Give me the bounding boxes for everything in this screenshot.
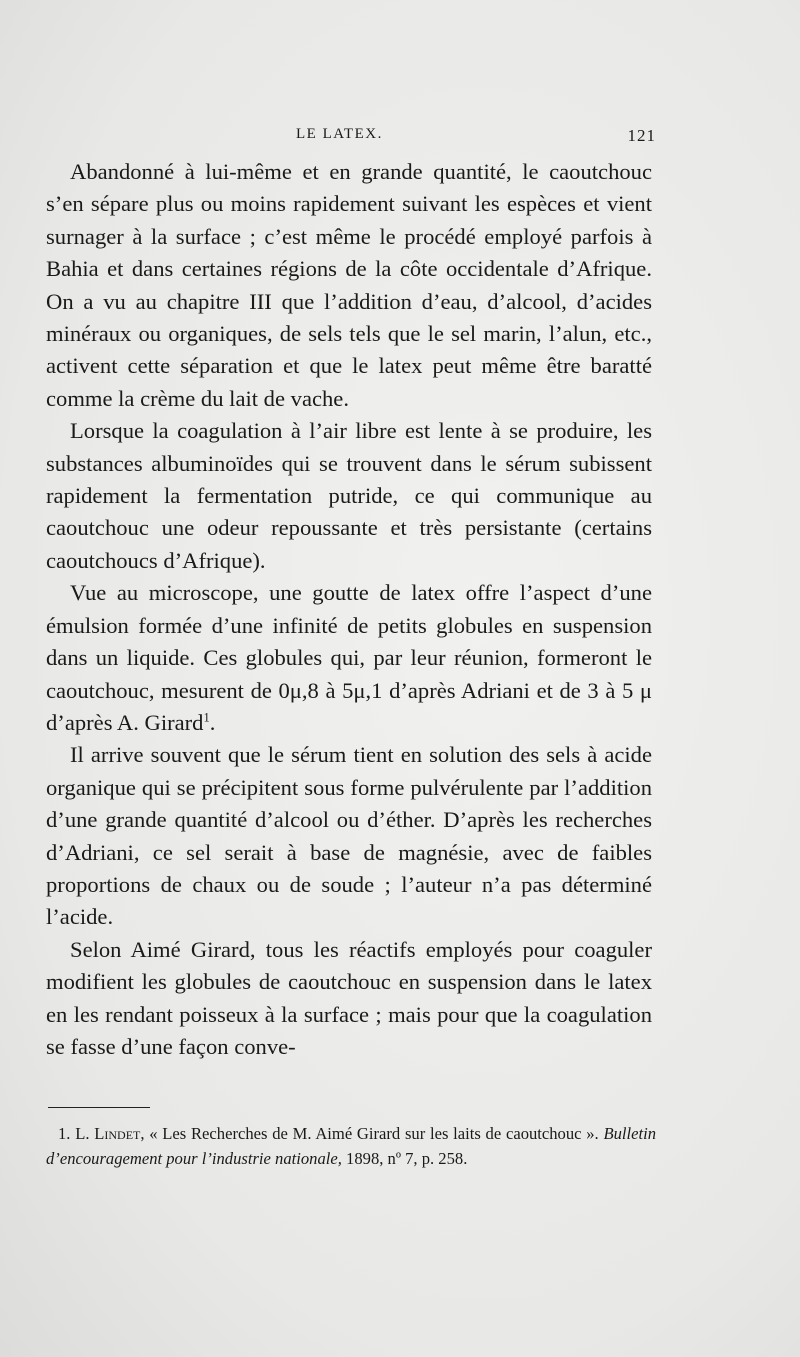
paragraph: Il arrive souvent que le sérum tient en solution des sels à acide organique qui se précipitent sous forme pulvérulente par l’addition d’une grande quantité d’alcool ou d’éther. D’après les recherches d’Adriani, ce sel serait à base de magnésie, avec de faibles proportions de chaux ou de soude ; l’auteur n’a pas déterminé l’acide. [46, 742, 652, 930]
paragraph-text: Vue au microscope, une goutte de latex offre l’aspect d’une émulsion formée d’une infinité de petits globules en suspension dans un liquide. Ces globules qui, par leur réunion, formeront le caoutchouc, mesurent de 0μ,8 à 5μ,1 d’après Adriani et de 3 à 5 μ d’après A. Girard [46, 580, 652, 735]
paragraph-with-footnote-ref [46, 577, 652, 739]
footnote-number: 1. [58, 1124, 71, 1143]
paragraph: Selon Aimé Girard, tous les réactifs employés pour coaguler modifient les globules de caoutchouc en suspension dans le latex en les rendant poisseux à la surface ; mais pour que la coagulation se fasse d’une façon conve- [46, 936, 652, 1059]
paragraph-text-end: . [209, 709, 216, 735]
running-head: LE LATEX. [296, 126, 383, 142]
footnote-ref[interactable]: 1 [203, 710, 210, 725]
page-header [46, 124, 658, 154]
footnote-title: « Les Recherches de M. Aimé Girard sur les laits de caoutchouc ». [149, 1124, 599, 1143]
footnote [46, 1121, 656, 1171]
paragraph: Abandonné à lui-même et en grande quantité, le caoutchouc s’en sépare plus ou moins rapidement suivant les espèces et vient surnager à la surface ; c’est même le procédé employé parfois à Bahia et dans certaines régions de la côte occidentale d’Afrique. On a vu au chapitre III que l’addition d’eau, d’alcool, d’acides minéraux ou organiques, de sels tels que le sel marin, l’alun, etc., activent cette séparation et que le latex peut même être baratté comme la crème du lait de vache. [46, 159, 652, 411]
paragraph: Lorsque la coagulation à l’air libre est lente à se produire, les substances albuminoïdes qui se trouvent dans le sérum subissent rapidement la fermentation putride, ce qui communique au caoutchouc une odeur repoussante et très persistante (certains caoutchoucs d’Afrique). [46, 418, 652, 573]
footnote-author: L. Lindet, [75, 1124, 145, 1143]
footnote-details: 1898, nº 7, p. 258. [346, 1149, 468, 1168]
footnote-rule [48, 1107, 150, 1108]
page-number: 121 [627, 126, 656, 145]
footnote-journal: Bulletin d’encouragement pour l’industrie nationale, [46, 1124, 656, 1168]
body-text [46, 156, 652, 1063]
